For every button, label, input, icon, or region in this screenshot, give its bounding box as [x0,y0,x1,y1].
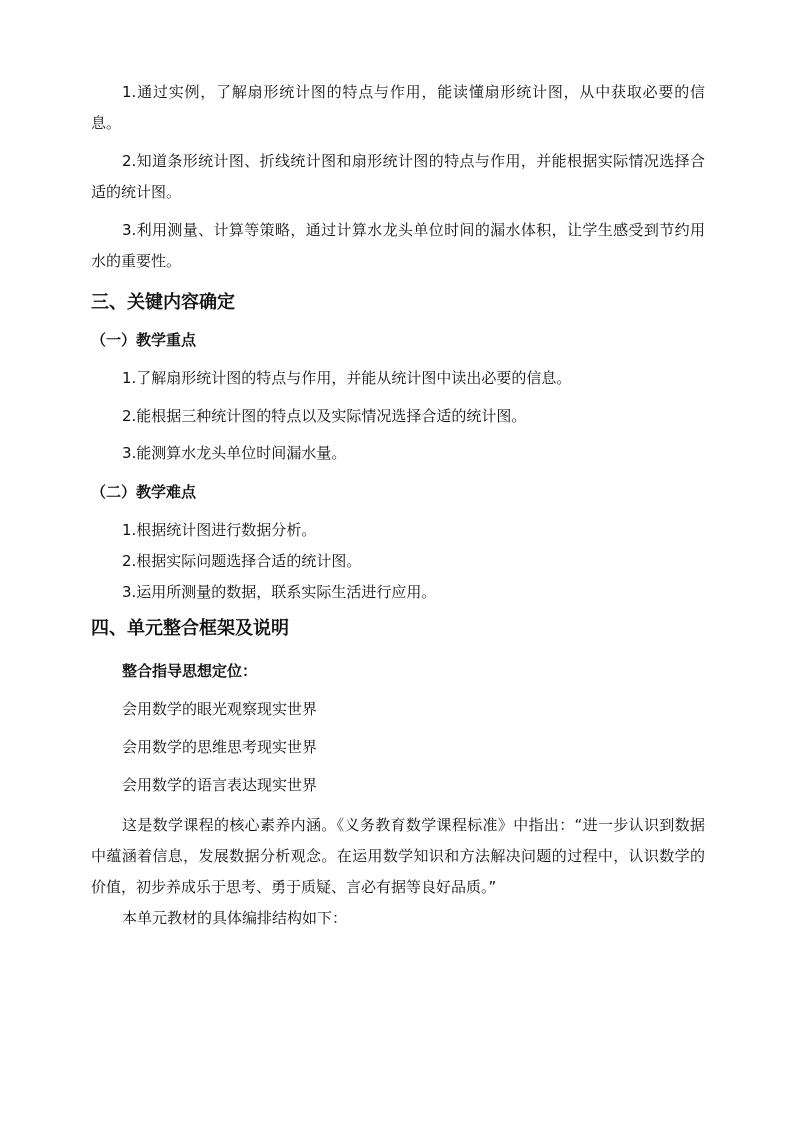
objective-1: 1.通过实例，了解扇形统计图的特点与作用，能读懂扇形统计图，从中获取必要的信息。 [91,83,705,132]
difficulty-3: 3.运用所测量的数据，联系实际生活进行应用。 [122,583,437,601]
difficulty-1: 1.根据统计图进行数据分析。 [122,521,317,539]
key-point-2: 2.能根据三种统计图的特点以及实际情况选择合适的统计图。 [122,407,527,425]
curriculum-paragraph: 这是数学课程的核心素养内涵。《义务教育数学课程标准》中指出：“进一步认识到数据中蕴涵着信息，发展数据分析观念。在运用数学知识和方法解决问题的过程中，认识数学的价值，初步养成乐于思考、勇于质疑、言必有据等良好品质。” [91,816,705,896]
guide-line-1: 会用数学的眼光观察现实世界 [122,700,318,718]
key-points-heading: （一）教学重点 [91,331,197,349]
section-4-title: 四、单元整合框架及说明 [91,618,289,639]
section-3-title: 三、关键内容确定 [91,292,235,313]
key-point-3: 3.能测算水龙头单位时间漏水量。 [122,444,347,462]
guide-line-3: 会用数学的语言表达现实世界 [122,776,318,794]
guide-heading: 整合指导思想定位： [122,662,258,680]
difficulty-2: 2.根据实际问题选择合适的统计图。 [122,552,362,570]
structure-note: 本单元教材的具体编排结构如下： [122,909,348,927]
difficulties-heading: （二）教学难点 [91,483,197,501]
key-point-1: 1.了解扇形统计图的特点与作用，并能从统计图中读出必要的信息。 [122,369,572,387]
objective-3: 3.利用测量、计算等策略，通过计算水龙头单位时间的漏水体积，让学生感受到节约用水的重要性。 [91,221,705,270]
guide-line-2: 会用数学的思维思考现实世界 [122,738,318,756]
objective-2: 2.知道条形统计图、折线统计图和扇形统计图的特点与作用，并能根据实际情况选择合适的统计图。 [91,152,705,201]
